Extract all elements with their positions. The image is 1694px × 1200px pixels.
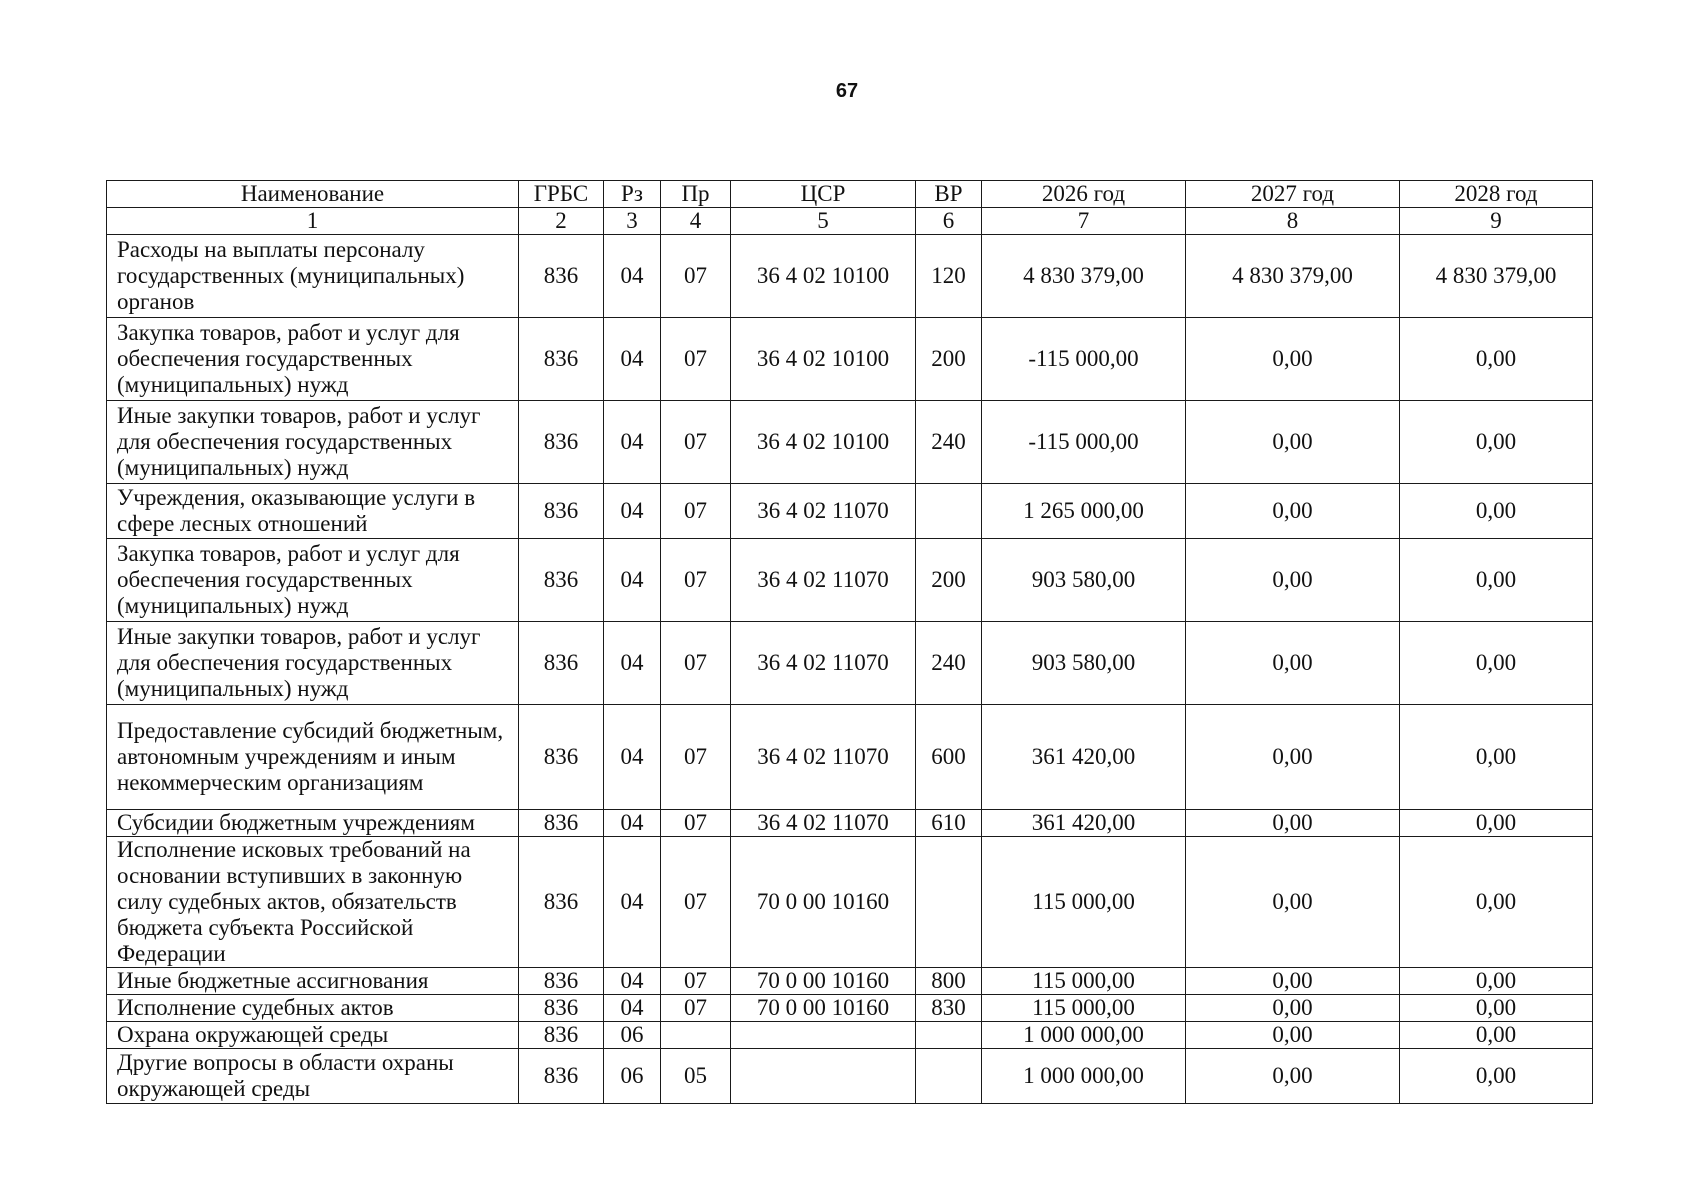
row-amount-2026: 115 000,00 (982, 837, 1186, 968)
row-name: Учреждения, оказывающие услуги в сфере лесных отношений (107, 484, 519, 539)
row-csr (731, 1049, 916, 1104)
row-pr: 07 (661, 318, 731, 401)
row-csr: 36 4 02 10100 (731, 401, 916, 484)
row-amount-2027: 0,00 (1186, 995, 1400, 1022)
row-name: Охрана окружающей среды (107, 1022, 519, 1049)
row-name: Иные бюджетные ассигнования (107, 968, 519, 995)
column-number: 8 (1186, 208, 1400, 235)
row-pr: 07 (661, 837, 731, 968)
column-number: 3 (604, 208, 661, 235)
row-pr: 07 (661, 810, 731, 837)
row-rz: 04 (604, 484, 661, 539)
row-pr: 07 (661, 968, 731, 995)
row-rz: 04 (604, 539, 661, 622)
row-amount-2028: 0,00 (1400, 837, 1593, 968)
table-header-row (107, 181, 1593, 208)
row-amount-2026: 361 420,00 (982, 810, 1186, 837)
row-vr: 120 (916, 235, 982, 318)
row-vr: 240 (916, 622, 982, 705)
row-pr: 07 (661, 995, 731, 1022)
row-amount-2028: 0,00 (1400, 539, 1593, 622)
table-row (107, 484, 1593, 539)
header-name: Наименование (107, 181, 519, 208)
row-amount-2027: 0,00 (1186, 705, 1400, 810)
table-row (107, 401, 1593, 484)
row-vr: 200 (916, 539, 982, 622)
row-grbs: 836 (519, 810, 604, 837)
row-amount-2026: 903 580,00 (982, 622, 1186, 705)
row-amount-2026: 903 580,00 (982, 539, 1186, 622)
row-amount-2027: 0,00 (1186, 968, 1400, 995)
row-rz: 06 (604, 1049, 661, 1104)
row-amount-2027: 0,00 (1186, 622, 1400, 705)
budget-table (106, 180, 1593, 1104)
row-name: Предоставление субсидий бюджетным, автономным учреждениям и иным некоммерческим организациям (107, 705, 519, 810)
row-vr (916, 484, 982, 539)
table-row (107, 622, 1593, 705)
row-csr: 70 0 00 10160 (731, 837, 916, 968)
row-amount-2027: 0,00 (1186, 1022, 1400, 1049)
header-grbs: ГРБС (519, 181, 604, 208)
row-amount-2027: 0,00 (1186, 484, 1400, 539)
row-csr: 70 0 00 10160 (731, 995, 916, 1022)
table-row (107, 1049, 1593, 1104)
column-number: 7 (982, 208, 1186, 235)
row-grbs: 836 (519, 484, 604, 539)
column-number: 6 (916, 208, 982, 235)
row-name: Закупка товаров, работ и услуг для обеспечения государственных (муниципальных) нужд (107, 318, 519, 401)
row-amount-2028: 4 830 379,00 (1400, 235, 1593, 318)
row-grbs: 836 (519, 539, 604, 622)
row-grbs: 836 (519, 401, 604, 484)
row-amount-2028: 0,00 (1400, 622, 1593, 705)
column-number: 9 (1400, 208, 1593, 235)
row-rz: 04 (604, 401, 661, 484)
header-2026: 2026 год (982, 181, 1186, 208)
row-csr: 36 4 02 11070 (731, 539, 916, 622)
row-amount-2028: 0,00 (1400, 318, 1593, 401)
row-grbs: 836 (519, 235, 604, 318)
row-amount-2027: 0,00 (1186, 318, 1400, 401)
row-vr: 610 (916, 810, 982, 837)
row-amount-2026: 4 830 379,00 (982, 235, 1186, 318)
row-csr: 36 4 02 10100 (731, 235, 916, 318)
table-row (107, 837, 1593, 968)
table-row (107, 968, 1593, 995)
table-row (107, 235, 1593, 318)
row-pr: 07 (661, 705, 731, 810)
row-amount-2026: -115 000,00 (982, 318, 1186, 401)
row-grbs: 836 (519, 622, 604, 705)
header-vr: ВР (916, 181, 982, 208)
column-number: 5 (731, 208, 916, 235)
row-name: Закупка товаров, работ и услуг для обеспечения государственных (муниципальных) нужд (107, 539, 519, 622)
column-number: 4 (661, 208, 731, 235)
row-vr (916, 1049, 982, 1104)
row-amount-2028: 0,00 (1400, 968, 1593, 995)
row-amount-2026: 1 265 000,00 (982, 484, 1186, 539)
header-rz: Рз (604, 181, 661, 208)
row-csr: 36 4 02 11070 (731, 622, 916, 705)
row-name: Иные закупки товаров, работ и услуг для обеспечения государственных (муниципальных) нужд (107, 401, 519, 484)
row-vr: 800 (916, 968, 982, 995)
table-row (107, 539, 1593, 622)
row-vr (916, 1022, 982, 1049)
row-rz: 04 (604, 622, 661, 705)
header-2027: 2027 год (1186, 181, 1400, 208)
column-number: 2 (519, 208, 604, 235)
row-pr: 07 (661, 484, 731, 539)
table-row (107, 705, 1593, 810)
row-pr: 07 (661, 401, 731, 484)
row-amount-2027: 0,00 (1186, 1049, 1400, 1104)
table-row (107, 1022, 1593, 1049)
column-number-row (107, 208, 1593, 235)
row-amount-2026: 1 000 000,00 (982, 1049, 1186, 1104)
row-amount-2028: 0,00 (1400, 995, 1593, 1022)
table-row (107, 995, 1593, 1022)
page-number: 67 (835, 80, 859, 102)
row-pr: 07 (661, 235, 731, 318)
row-rz: 04 (604, 810, 661, 837)
row-name: Другие вопросы в области охраны окружающей среды (107, 1049, 519, 1104)
row-amount-2028: 0,00 (1400, 810, 1593, 837)
row-name: Исполнение судебных актов (107, 995, 519, 1022)
row-amount-2026: 1 000 000,00 (982, 1022, 1186, 1049)
row-csr (731, 1022, 916, 1049)
row-grbs: 836 (519, 837, 604, 968)
table-row (107, 318, 1593, 401)
row-csr: 36 4 02 11070 (731, 484, 916, 539)
header-2028: 2028 год (1400, 181, 1593, 208)
row-amount-2026: 115 000,00 (982, 968, 1186, 995)
row-csr: 36 4 02 11070 (731, 810, 916, 837)
row-vr (916, 837, 982, 968)
row-grbs: 836 (519, 968, 604, 995)
row-rz: 04 (604, 318, 661, 401)
row-amount-2026: -115 000,00 (982, 401, 1186, 484)
header-pr: Пр (661, 181, 731, 208)
row-csr: 36 4 02 10100 (731, 318, 916, 401)
row-amount-2027: 0,00 (1186, 401, 1400, 484)
row-amount-2026: 115 000,00 (982, 995, 1186, 1022)
row-rz: 04 (604, 995, 661, 1022)
row-grbs: 836 (519, 995, 604, 1022)
row-grbs: 836 (519, 1022, 604, 1049)
row-rz: 04 (604, 235, 661, 318)
row-amount-2028: 0,00 (1400, 401, 1593, 484)
column-number: 1 (107, 208, 519, 235)
row-rz: 06 (604, 1022, 661, 1049)
row-amount-2027: 0,00 (1186, 810, 1400, 837)
row-pr: 07 (661, 539, 731, 622)
row-csr: 70 0 00 10160 (731, 968, 916, 995)
row-rz: 04 (604, 968, 661, 995)
row-pr: 05 (661, 1049, 731, 1104)
header-csr: ЦСР (731, 181, 916, 208)
row-rz: 04 (604, 837, 661, 968)
row-amount-2028: 0,00 (1400, 1049, 1593, 1104)
row-amount-2028: 0,00 (1400, 1022, 1593, 1049)
row-amount-2027: 4 830 379,00 (1186, 235, 1400, 318)
row-vr: 200 (916, 318, 982, 401)
row-amount-2027: 0,00 (1186, 539, 1400, 622)
row-csr: 36 4 02 11070 (731, 705, 916, 810)
row-name: Иные закупки товаров, работ и услуг для обеспечения государственных (муниципальных) нужд (107, 622, 519, 705)
row-rz: 04 (604, 705, 661, 810)
row-amount-2027: 0,00 (1186, 837, 1400, 968)
row-grbs: 836 (519, 1049, 604, 1104)
row-vr: 240 (916, 401, 982, 484)
row-name: Субсидии бюджетным учреждениям (107, 810, 519, 837)
row-vr: 600 (916, 705, 982, 810)
row-vr: 830 (916, 995, 982, 1022)
row-pr (661, 1022, 731, 1049)
row-amount-2026: 361 420,00 (982, 705, 1186, 810)
row-name: Исполнение исковых требований на основании вступивших в законную силу судебных актов, обязательств бюджета субъекта Российской Федерации (107, 837, 519, 968)
row-grbs: 836 (519, 705, 604, 810)
row-grbs: 836 (519, 318, 604, 401)
row-amount-2028: 0,00 (1400, 484, 1593, 539)
row-name: Расходы на выплаты персоналу государственных (муниципальных) органов (107, 235, 519, 318)
row-pr: 07 (661, 622, 731, 705)
table-row (107, 810, 1593, 837)
row-amount-2028: 0,00 (1400, 705, 1593, 810)
